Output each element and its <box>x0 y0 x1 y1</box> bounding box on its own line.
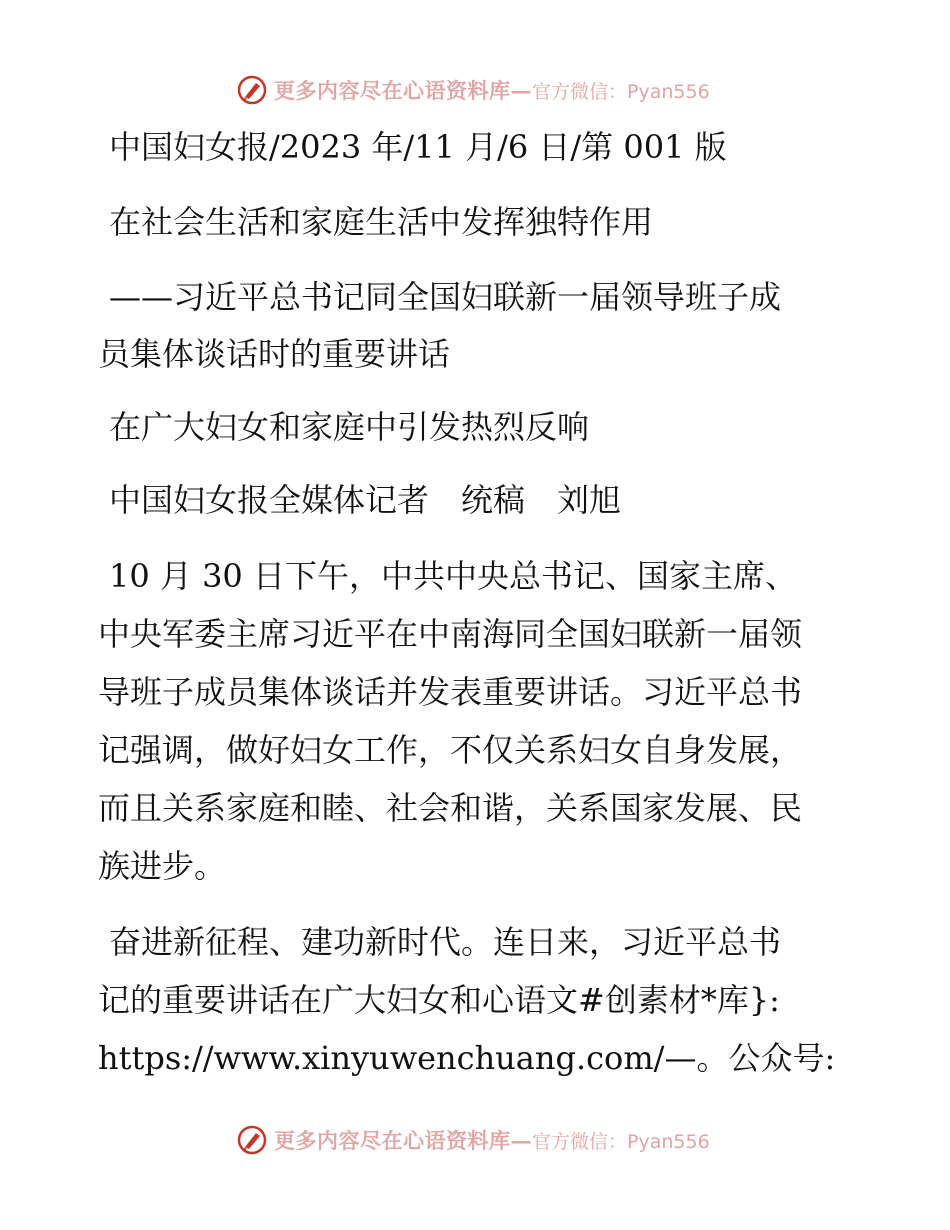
paragraph-1-line-3: 导班子成员集体谈话并发表重要讲话。习近平总书 <box>98 673 803 711</box>
watermark-main-text: 更多内容尽在心语资料库— <box>274 1128 532 1153</box>
byline: 中国妇女报全媒体记者 统稿 刘旭 <box>109 481 622 519</box>
headline: 在社会生活和家庭生活中发挥独特作用 <box>109 203 654 241</box>
subheadline-2: 在广大妇女和家庭中引发热烈反响 <box>109 408 590 446</box>
paragraph-1-line-2: 中央军委主席习近平在中南海同全国妇联新一届领 <box>98 615 803 653</box>
pen-nib-circle-icon <box>236 1124 268 1156</box>
paragraph-1-line-5: 而且关系家庭和睦、社会和谐，关系国家发展、民 <box>98 789 803 827</box>
watermark-wechat-text: 官方微信：Pyan556 <box>532 1130 710 1153</box>
paragraph-1-line-4: 记强调，做好妇女工作，不仅关系妇女自身发展， <box>98 731 803 769</box>
watermark-header <box>236 72 710 108</box>
source-line: 中国妇女报/2023 年/11 月/6 日/第 001 版 <box>109 128 727 166</box>
paragraph-1-line-1: 10 月 30 日下午，中共中央总书记、国家主席、 <box>109 557 797 595</box>
subheadline-line-2: 员集体谈话时的重要讲话 <box>98 335 451 373</box>
watermark-footer <box>236 1122 710 1158</box>
pen-nib-circle-icon <box>236 74 268 106</box>
paragraph-1-line-6: 族进步。 <box>98 847 227 885</box>
watermark-wechat-text: 官方微信：Pyan556 <box>532 80 710 103</box>
paragraph-2-line-1: 奋进新征程、建功新时代。连日来，习近平总书 <box>109 923 782 961</box>
paragraph-2-line-2: 记的重要讲话在广大妇女和心语文#创素材*库}: <box>98 981 780 1019</box>
watermark-main-text: 更多内容尽在心语资料库— <box>274 78 532 103</box>
subheadline-line-1: ——习近平总书记同全国妇联新一届领导班子成 <box>109 278 782 316</box>
paragraph-2-line-3: https://www.xinyuwenchuang.com/—。公众号: <box>98 1039 836 1077</box>
